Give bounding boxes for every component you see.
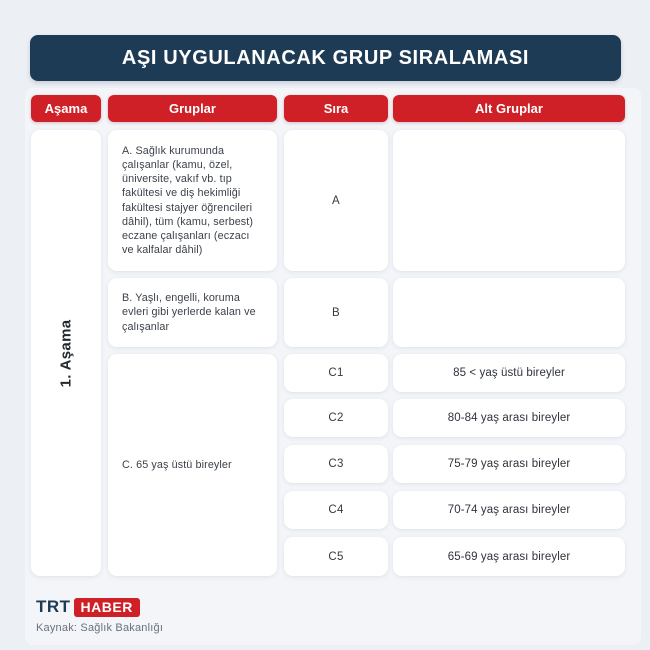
page-title: AŞI UYGULANACAK GRUP SIRALAMASI (121, 46, 530, 69)
trt-logo-text: TRT (36, 597, 71, 616)
order-cell-a: A (284, 130, 388, 271)
subgroup-cell-c1: 85 < yaş üstü bireyler (393, 354, 625, 392)
order-cell-c5: C5 (284, 537, 388, 576)
trt-haber-logo (36, 597, 163, 617)
subgroup-cell-b (393, 278, 625, 347)
group-cell-a (108, 130, 277, 271)
order-cell-b: B (284, 278, 388, 347)
subgroup-cell-c5: 65-69 yaş arası bireyler (393, 537, 625, 576)
order-cell-c4: C4 (284, 491, 388, 529)
column-header-gruplar (108, 95, 277, 122)
subgroup-cell-a (393, 130, 625, 271)
column-header-gruplar-label: Gruplar (169, 101, 216, 116)
haber-logo-badge: HABER (74, 598, 140, 617)
order-cell-c2: C2 (284, 399, 388, 437)
group-a-text: A. Sağlık kurumunda çalışanlar (kamu, özel, üniversite, vakıf vb. tıp fakültesi ve diş hekimliği fakültesi stajyer öğrencileri dâhil), tüm (kamu, serbest) eczane çalışanları (eczacı ve kalfalar dâhil) (122, 145, 254, 256)
order-cell-c3: C3 (284, 445, 388, 483)
group-cell-b (108, 278, 277, 347)
group-cell-c (108, 354, 277, 576)
column-header-sira-label: Sıra (323, 101, 349, 116)
subgroup-cell-c3: 75-79 yaş arası bireyler (393, 445, 625, 483)
group-c-text: C. 65 yaş üstü bireyler (122, 458, 232, 471)
source-attribution: Kaynak: Sağlık Bakanlığı (36, 622, 164, 634)
footer (36, 597, 163, 634)
stage-cell (31, 130, 101, 576)
subgroup-cell-c4: 70-74 yaş arası bireyler (393, 491, 625, 529)
column-header-alt-gruplar (393, 95, 625, 122)
stage-label: 1. Aşama (57, 319, 75, 387)
column-header-alt-gruplar-label: Alt Gruplar (475, 101, 543, 116)
group-b-text: B. Yaşlı, engelli, koruma evleri gibi yerlerde kalan ve çalışanlar (122, 292, 256, 333)
column-header-sira (284, 95, 388, 122)
column-header-asama (31, 95, 101, 122)
order-cell-c1: C1 (284, 354, 388, 392)
subgroup-cell-c2: 80-84 yaş arası bireyler (393, 399, 625, 437)
column-header-asama-label: Aşama (44, 101, 88, 116)
title-bar (30, 35, 621, 81)
